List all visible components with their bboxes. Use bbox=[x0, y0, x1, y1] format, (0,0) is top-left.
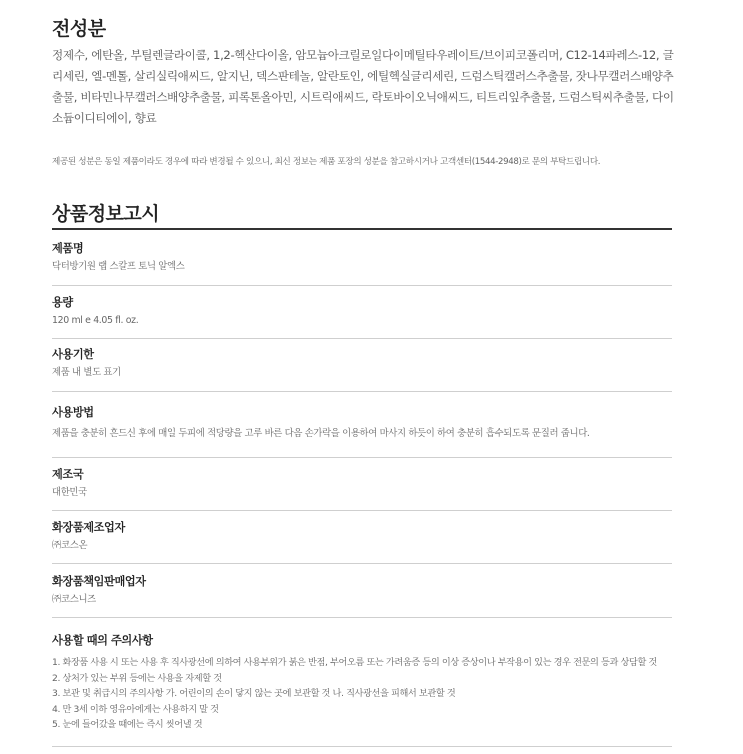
info-item-usage bbox=[52, 405, 672, 442]
info-value: 닥터방기원 랩 스칼프 토닉 알엑스 bbox=[52, 261, 185, 272]
info-value: ㈜코스온 bbox=[52, 540, 88, 551]
cautions-list bbox=[52, 655, 692, 733]
info-item-manufacturer bbox=[52, 520, 672, 554]
info-label: 화장품제조업자 bbox=[52, 521, 125, 534]
item-divider bbox=[52, 457, 672, 458]
info-label: 제조국 bbox=[52, 468, 84, 481]
info-item-cautions bbox=[52, 633, 692, 733]
list-item: 5. 눈에 들어갔을 때에는 즉시 씻어낼 것 bbox=[52, 719, 203, 731]
info-label: 용량 bbox=[52, 296, 73, 309]
product-info-title: 상품정보고시 bbox=[52, 203, 160, 225]
list-item: 2. 상처가 있는 부위 등에는 사용을 자제할 것 bbox=[52, 672, 222, 684]
info-value: 대한민국 bbox=[52, 487, 87, 498]
list-item: 4. 만 3세 이하 영유아에게는 사용하지 말 것 bbox=[52, 703, 219, 715]
info-value: 제품을 충분히 흔드신 후에 매일 두피에 적당량을 고루 바른 다음 손가락을 이용하여 마사지 하듯이 하여 충분히 흡수되도록 문질러 줍니다. bbox=[52, 428, 590, 439]
item-divider bbox=[52, 338, 672, 339]
info-label: 사용할 때의 주의사항 bbox=[52, 634, 153, 647]
info-label: 화장품책임판매업자 bbox=[52, 575, 146, 588]
info-item-volume bbox=[52, 295, 672, 329]
list-item: 1. 화장품 사용 시 또는 사용 후 직사광선에 의하여 사용부위가 붉은 반점, 부어오름 또는 가려움증 등의 이상 증상이나 부작용이 있는 경우 전문의 등과 상담할 것 bbox=[52, 657, 657, 668]
item-divider bbox=[52, 510, 672, 511]
info-item-distributor bbox=[52, 574, 672, 608]
info-value: 제품 내 별도 표기 bbox=[52, 367, 121, 378]
ingredients-list: 정제수, 에탄올, 부틸렌글라이콜, 1,2-헥산다이올, 암모늄아크릴로일다이메틸타우레이트/브이피코폴리머, C12-14파레스-12, 글리세린, 엘-멘톨, 살리실릭애씨드, 알지닌, 덱스판테놀, 알란토인, 에틸헥실글리세린, 드럼스틱캘러스추출물, 잣나무캘러스배양추출물, 비타민나무캘러스배양추출물, 피록톤올아민, 시트릭애씨드, 락토바이오닉애씨드, 티트리잎추출물, 드럼스틱씨추출물, 다이소듐이디티에이, 향료 bbox=[52, 48, 674, 125]
ingredients-title: 전성분 bbox=[52, 18, 106, 40]
info-label: 사용방법 bbox=[52, 406, 94, 419]
info-label: 사용기한 bbox=[52, 348, 94, 361]
item-divider bbox=[52, 617, 672, 618]
ingredients-notice: 제공된 성분은 동일 제품이라도 경우에 따라 변경될 수 있으니, 최신 정보는 제품 포장의 성분을 참고하시거나 고객센터(1544-2948)로 문의 부탁드립니다. bbox=[52, 157, 601, 167]
section-divider bbox=[52, 228, 672, 230]
info-value: 120 ml e 4.05 fl. oz. bbox=[52, 315, 139, 326]
item-divider bbox=[52, 563, 672, 564]
info-label: 제품명 bbox=[52, 242, 84, 255]
info-item-product-name bbox=[52, 241, 672, 275]
list-item: 3. 보관 및 취급시의 주의사항 가. 어린이의 손이 닿지 않는 곳에 보관할 것 나. 직사광선을 피해서 보관할 것 bbox=[52, 688, 456, 700]
item-divider bbox=[52, 746, 672, 747]
info-item-expiry bbox=[52, 347, 672, 381]
info-item-country bbox=[52, 467, 672, 501]
item-divider bbox=[52, 391, 672, 392]
info-value: ㈜코스니즈 bbox=[52, 594, 96, 605]
item-divider bbox=[52, 285, 672, 286]
